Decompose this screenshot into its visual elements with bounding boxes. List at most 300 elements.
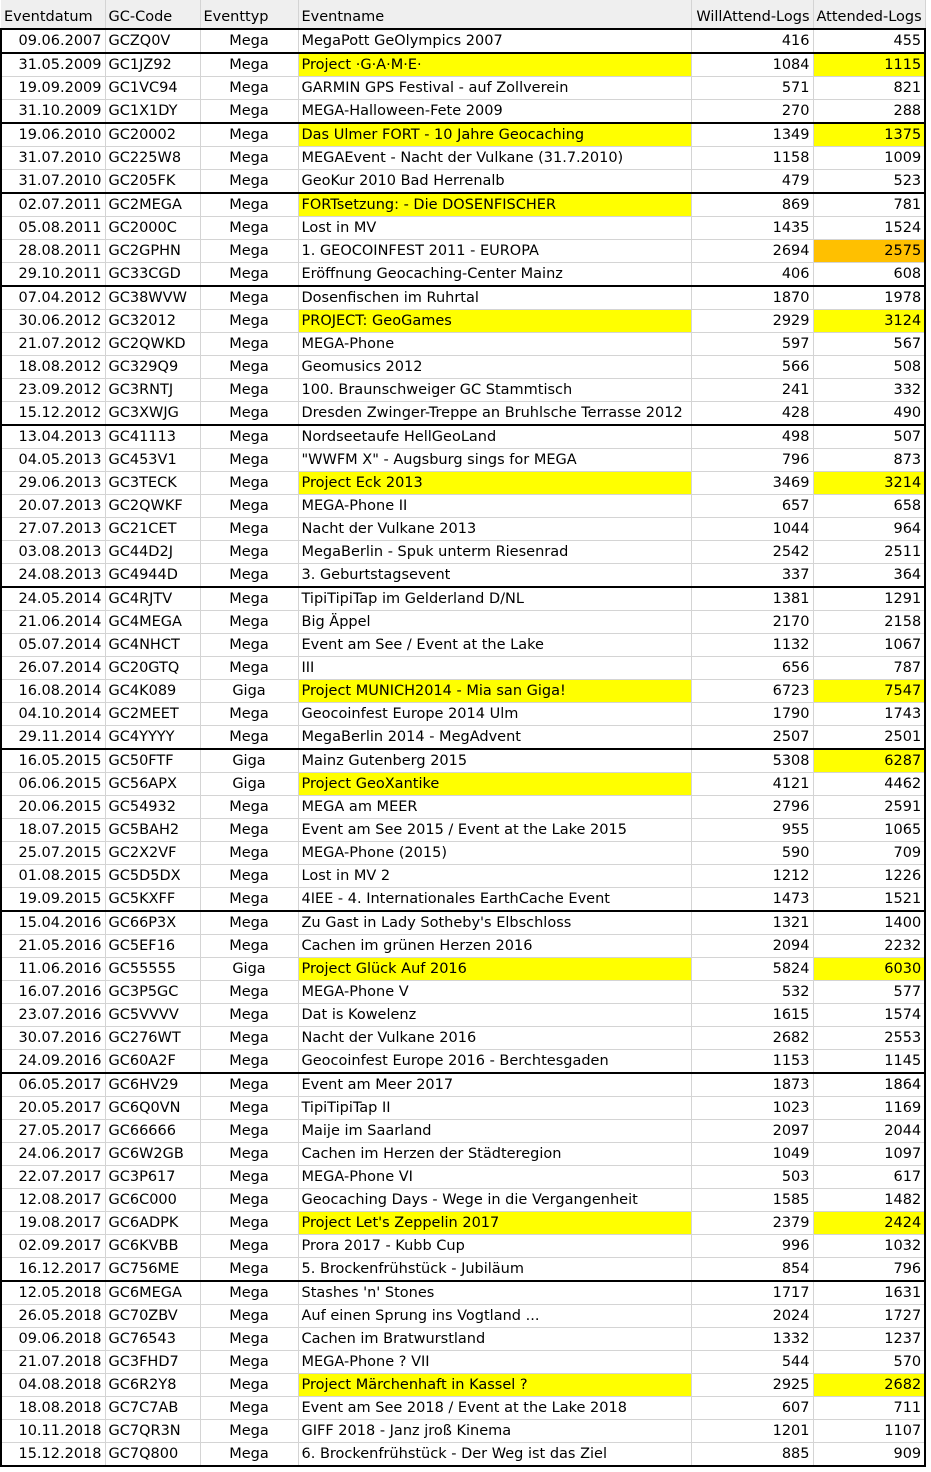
gc-code-cell[interactable]: GC7QR3N	[105, 1420, 200, 1443]
willattend-logs-cell[interactable]: 498	[691, 425, 813, 449]
eventname-cell[interactable]: Prora 2017 - Kubb Cup	[298, 1235, 691, 1258]
willattend-logs-cell[interactable]: 590	[691, 842, 813, 865]
willattend-logs-cell[interactable]: 2170	[691, 611, 813, 634]
eventtyp-cell[interactable]: Mega	[200, 425, 298, 449]
willattend-logs-cell[interactable]: 656	[691, 657, 813, 680]
eventname-cell[interactable]: Event am See / Event at the Lake	[298, 634, 691, 657]
eventname-cell[interactable]: Dat is Kowelenz	[298, 1004, 691, 1027]
willattend-logs-cell[interactable]: 566	[691, 356, 813, 379]
eventdatum-cell[interactable]: 19.06.2010	[1, 123, 105, 147]
eventname-cell[interactable]: TipiTipiTap II	[298, 1097, 691, 1120]
eventdatum-cell[interactable]: 09.06.2018	[1, 1328, 105, 1351]
gc-code-cell[interactable]: GC70ZBV	[105, 1305, 200, 1328]
gc-code-cell[interactable]: GC3XWJG	[105, 402, 200, 426]
eventdatum-cell[interactable]: 28.08.2011	[1, 240, 105, 263]
attended-logs-cell[interactable]: 1574	[813, 1004, 925, 1027]
eventtyp-cell[interactable]: Mega	[200, 379, 298, 402]
attended-logs-cell[interactable]: 787	[813, 657, 925, 680]
attended-logs-cell[interactable]: 1482	[813, 1189, 925, 1212]
eventtyp-cell[interactable]: Mega	[200, 402, 298, 426]
eventtyp-cell[interactable]: Mega	[200, 1235, 298, 1258]
attended-logs-cell[interactable]: 2682	[813, 1374, 925, 1397]
eventdatum-cell[interactable]: 31.07.2010	[1, 147, 105, 170]
willattend-logs-cell[interactable]: 503	[691, 1166, 813, 1189]
attended-logs-cell[interactable]: 288	[813, 100, 925, 124]
gc-code-cell[interactable]: GC76543	[105, 1328, 200, 1351]
eventname-cell[interactable]: MegaBerlin - Spuk unterm Riesenrad	[298, 541, 691, 564]
column-header-willattend-logs[interactable]: WillAttend-Logs	[691, 0, 813, 29]
willattend-logs-cell[interactable]: 955	[691, 819, 813, 842]
willattend-logs-cell[interactable]: 597	[691, 333, 813, 356]
eventtyp-cell[interactable]: Mega	[200, 1143, 298, 1166]
eventtyp-cell[interactable]: Mega	[200, 726, 298, 750]
gc-code-cell[interactable]: GC2000C	[105, 217, 200, 240]
willattend-logs-cell[interactable]: 2796	[691, 796, 813, 819]
gc-code-cell[interactable]: GC50FTF	[105, 749, 200, 773]
willattend-logs-cell[interactable]: 1717	[691, 1281, 813, 1305]
attended-logs-cell[interactable]: 1524	[813, 217, 925, 240]
eventtyp-cell[interactable]: Mega	[200, 123, 298, 147]
gc-code-cell[interactable]: GC6MEGA	[105, 1281, 200, 1305]
eventname-cell[interactable]: "WWFM X" - Augsburg sings for MEGA	[298, 449, 691, 472]
willattend-logs-cell[interactable]: 479	[691, 170, 813, 194]
eventname-cell[interactable]: Geocaching Days - Wege in die Vergangenheit	[298, 1189, 691, 1212]
willattend-logs-cell[interactable]: 854	[691, 1258, 813, 1282]
gc-code-cell[interactable]: GC33CGD	[105, 263, 200, 287]
willattend-logs-cell[interactable]: 1321	[691, 911, 813, 935]
willattend-logs-cell[interactable]: 1381	[691, 587, 813, 611]
attended-logs-cell[interactable]: 2511	[813, 541, 925, 564]
attended-logs-cell[interactable]: 507	[813, 425, 925, 449]
attended-logs-cell[interactable]: 1145	[813, 1050, 925, 1074]
eventname-cell[interactable]: III	[298, 657, 691, 680]
attended-logs-cell[interactable]: 1169	[813, 1097, 925, 1120]
attended-logs-cell[interactable]: 490	[813, 402, 925, 426]
eventdatum-cell[interactable]: 05.07.2014	[1, 634, 105, 657]
attended-logs-cell[interactable]: 570	[813, 1351, 925, 1374]
attended-logs-cell[interactable]: 1521	[813, 888, 925, 912]
eventname-cell[interactable]: Zu Gast in Lady Sotheby's Elbschloss	[298, 911, 691, 935]
gc-code-cell[interactable]: GC4RJTV	[105, 587, 200, 611]
eventname-cell[interactable]: 6. Brockenfrühstück - Der Weg ist das Ziel	[298, 1443, 691, 1467]
eventname-cell[interactable]: Mainz Gutenberg 2015	[298, 749, 691, 773]
gc-code-cell[interactable]: GC1JZ92	[105, 53, 200, 77]
eventdatum-cell[interactable]: 27.05.2017	[1, 1120, 105, 1143]
eventdatum-cell[interactable]: 21.07.2012	[1, 333, 105, 356]
eventdatum-cell[interactable]: 31.05.2009	[1, 53, 105, 77]
gc-code-cell[interactable]: GC38WVW	[105, 286, 200, 310]
eventtyp-cell[interactable]: Giga	[200, 749, 298, 773]
eventdatum-cell[interactable]: 16.05.2015	[1, 749, 105, 773]
eventtyp-cell[interactable]: Mega	[200, 472, 298, 495]
eventdatum-cell[interactable]: 21.06.2014	[1, 611, 105, 634]
eventdatum-cell[interactable]: 12.08.2017	[1, 1189, 105, 1212]
gc-code-cell[interactable]: GC225W8	[105, 147, 200, 170]
eventname-cell[interactable]: GIFF 2018 - Janz jroß Kinema	[298, 1420, 691, 1443]
gc-code-cell[interactable]: GC4NHCT	[105, 634, 200, 657]
gc-code-cell[interactable]: GC2QWKF	[105, 495, 200, 518]
eventtyp-cell[interactable]: Mega	[200, 587, 298, 611]
eventtyp-cell[interactable]: Mega	[200, 77, 298, 100]
eventdatum-cell[interactable]: 30.06.2012	[1, 310, 105, 333]
attended-logs-cell[interactable]: 2424	[813, 1212, 925, 1235]
attended-logs-cell[interactable]: 709	[813, 842, 925, 865]
eventdatum-cell[interactable]: 29.06.2013	[1, 472, 105, 495]
eventdatum-cell[interactable]: 02.07.2011	[1, 193, 105, 217]
willattend-logs-cell[interactable]: 241	[691, 379, 813, 402]
eventdatum-cell[interactable]: 25.07.2015	[1, 842, 105, 865]
willattend-logs-cell[interactable]: 1332	[691, 1328, 813, 1351]
attended-logs-cell[interactable]: 873	[813, 449, 925, 472]
gc-code-cell[interactable]: GC4YYYY	[105, 726, 200, 750]
eventname-cell[interactable]: Auf einen Sprung ins Vogtland ...	[298, 1305, 691, 1328]
attended-logs-cell[interactable]: 3124	[813, 310, 925, 333]
eventname-cell[interactable]: MEGA-Phone II	[298, 495, 691, 518]
attended-logs-cell[interactable]: 821	[813, 77, 925, 100]
eventtyp-cell[interactable]: Mega	[200, 842, 298, 865]
eventname-cell[interactable]: GARMIN GPS Festival - auf Zollverein	[298, 77, 691, 100]
eventdatum-cell[interactable]: 15.12.2012	[1, 402, 105, 426]
willattend-logs-cell[interactable]: 796	[691, 449, 813, 472]
attended-logs-cell[interactable]: 1226	[813, 865, 925, 888]
attended-logs-cell[interactable]: 1107	[813, 1420, 925, 1443]
eventdatum-cell[interactable]: 24.08.2013	[1, 564, 105, 588]
willattend-logs-cell[interactable]: 2929	[691, 310, 813, 333]
attended-logs-cell[interactable]: 1978	[813, 286, 925, 310]
eventtyp-cell[interactable]: Mega	[200, 29, 298, 53]
attended-logs-cell[interactable]: 1115	[813, 53, 925, 77]
eventtyp-cell[interactable]: Giga	[200, 773, 298, 796]
attended-logs-cell[interactable]: 781	[813, 193, 925, 217]
gc-code-cell[interactable]: GC44D2J	[105, 541, 200, 564]
willattend-logs-cell[interactable]: 1023	[691, 1097, 813, 1120]
eventname-cell[interactable]: Project GeoXantike	[298, 773, 691, 796]
willattend-logs-cell[interactable]: 1158	[691, 147, 813, 170]
willattend-logs-cell[interactable]: 1790	[691, 703, 813, 726]
attended-logs-cell[interactable]: 964	[813, 518, 925, 541]
willattend-logs-cell[interactable]: 1084	[691, 53, 813, 77]
eventtyp-cell[interactable]: Giga	[200, 680, 298, 703]
attended-logs-cell[interactable]: 523	[813, 170, 925, 194]
eventtyp-cell[interactable]: Mega	[200, 1120, 298, 1143]
eventname-cell[interactable]: Cachen im Herzen der Städteregion	[298, 1143, 691, 1166]
eventdatum-cell[interactable]: 18.08.2018	[1, 1397, 105, 1420]
eventtyp-cell[interactable]: Mega	[200, 703, 298, 726]
eventname-cell[interactable]: TipiTipiTap im Gelderland D/NL	[298, 587, 691, 611]
column-header-eventtyp[interactable]: Eventtyp	[200, 0, 298, 29]
column-header-eventdatum[interactable]: Eventdatum	[1, 0, 105, 29]
gc-code-cell[interactable]: GC41113	[105, 425, 200, 449]
gc-code-cell[interactable]: GC5VVVV	[105, 1004, 200, 1027]
gc-code-cell[interactable]: GC453V1	[105, 449, 200, 472]
eventname-cell[interactable]: MegaBerlin 2014 - MegAdvent	[298, 726, 691, 750]
eventtyp-cell[interactable]: Mega	[200, 1328, 298, 1351]
attended-logs-cell[interactable]: 658	[813, 495, 925, 518]
gc-code-cell[interactable]: GC5D5DX	[105, 865, 200, 888]
eventtyp-cell[interactable]: Mega	[200, 263, 298, 287]
eventdatum-cell[interactable]: 22.07.2017	[1, 1166, 105, 1189]
willattend-logs-cell[interactable]: 607	[691, 1397, 813, 1420]
eventtyp-cell[interactable]: Mega	[200, 888, 298, 912]
eventdatum-cell[interactable]: 31.10.2009	[1, 100, 105, 124]
eventname-cell[interactable]: Nordseetaufe HellGeoLand	[298, 425, 691, 449]
column-header-gc-code[interactable]: GC-Code	[105, 0, 200, 29]
gc-code-cell[interactable]: GC6W2GB	[105, 1143, 200, 1166]
eventname-cell[interactable]: MEGA-Phone V	[298, 981, 691, 1004]
willattend-logs-cell[interactable]: 1212	[691, 865, 813, 888]
gc-code-cell[interactable]: GC21CET	[105, 518, 200, 541]
eventdatum-cell[interactable]: 12.05.2018	[1, 1281, 105, 1305]
eventdatum-cell[interactable]: 21.07.2018	[1, 1351, 105, 1374]
willattend-logs-cell[interactable]: 1044	[691, 518, 813, 541]
gc-code-cell[interactable]: GC56APX	[105, 773, 200, 796]
eventname-cell[interactable]: MEGA-Phone (2015)	[298, 842, 691, 865]
attended-logs-cell[interactable]: 1067	[813, 634, 925, 657]
gc-code-cell[interactable]: GC6Q0VN	[105, 1097, 200, 1120]
willattend-logs-cell[interactable]: 532	[691, 981, 813, 1004]
gc-code-cell[interactable]: GC6R2Y8	[105, 1374, 200, 1397]
attended-logs-cell[interactable]: 455	[813, 29, 925, 53]
willattend-logs-cell[interactable]: 1473	[691, 888, 813, 912]
attended-logs-cell[interactable]: 1864	[813, 1073, 925, 1097]
eventdatum-cell[interactable]: 04.10.2014	[1, 703, 105, 726]
column-header-attended-logs[interactable]: Attended-Logs	[813, 0, 925, 29]
attended-logs-cell[interactable]: 796	[813, 1258, 925, 1282]
willattend-logs-cell[interactable]: 337	[691, 564, 813, 588]
eventdatum-cell[interactable]: 16.12.2017	[1, 1258, 105, 1282]
eventtyp-cell[interactable]: Mega	[200, 564, 298, 588]
eventtyp-cell[interactable]: Mega	[200, 1097, 298, 1120]
eventdatum-cell[interactable]: 24.06.2017	[1, 1143, 105, 1166]
eventdatum-cell[interactable]: 20.07.2013	[1, 495, 105, 518]
eventname-cell[interactable]: MEGA-Phone ? VII	[298, 1351, 691, 1374]
eventdatum-cell[interactable]: 15.12.2018	[1, 1443, 105, 1467]
attended-logs-cell[interactable]: 2501	[813, 726, 925, 750]
gc-code-cell[interactable]: GC4K089	[105, 680, 200, 703]
eventname-cell[interactable]: FORTsetzung: - Die DOSENFISCHER	[298, 193, 691, 217]
eventname-cell[interactable]: Lost in MV 2	[298, 865, 691, 888]
eventdatum-cell[interactable]: 29.11.2014	[1, 726, 105, 750]
gc-code-cell[interactable]: GC3FHD7	[105, 1351, 200, 1374]
eventdatum-cell[interactable]: 23.07.2016	[1, 1004, 105, 1027]
willattend-logs-cell[interactable]: 2542	[691, 541, 813, 564]
gc-code-cell[interactable]: GC54932	[105, 796, 200, 819]
eventtyp-cell[interactable]: Mega	[200, 981, 298, 1004]
attended-logs-cell[interactable]: 711	[813, 1397, 925, 1420]
attended-logs-cell[interactable]: 2553	[813, 1027, 925, 1050]
gc-code-cell[interactable]: GC2GPHN	[105, 240, 200, 263]
eventdatum-cell[interactable]: 15.04.2016	[1, 911, 105, 935]
willattend-logs-cell[interactable]: 1349	[691, 123, 813, 147]
eventdatum-cell[interactable]: 24.09.2016	[1, 1050, 105, 1074]
willattend-logs-cell[interactable]: 270	[691, 100, 813, 124]
gc-code-cell[interactable]: GC756ME	[105, 1258, 200, 1282]
willattend-logs-cell[interactable]: 2507	[691, 726, 813, 750]
eventdatum-cell[interactable]: 26.05.2018	[1, 1305, 105, 1328]
gc-code-cell[interactable]: GC4MEGA	[105, 611, 200, 634]
eventname-cell[interactable]: MegaPott GeOlympics 2007	[298, 29, 691, 53]
eventname-cell[interactable]: Nacht der Vulkane 2013	[298, 518, 691, 541]
eventname-cell[interactable]: Dosenfischen im Ruhrtal	[298, 286, 691, 310]
eventtyp-cell[interactable]: Mega	[200, 1258, 298, 1282]
willattend-logs-cell[interactable]: 544	[691, 1351, 813, 1374]
gc-code-cell[interactable]: GC6C000	[105, 1189, 200, 1212]
willattend-logs-cell[interactable]: 416	[691, 29, 813, 53]
gc-code-cell[interactable]: GC6KVBB	[105, 1235, 200, 1258]
eventdatum-cell[interactable]: 03.08.2013	[1, 541, 105, 564]
willattend-logs-cell[interactable]: 2024	[691, 1305, 813, 1328]
eventtyp-cell[interactable]: Mega	[200, 1351, 298, 1374]
eventname-cell[interactable]: Project Märchenhaft in Kassel ?	[298, 1374, 691, 1397]
willattend-logs-cell[interactable]: 996	[691, 1235, 813, 1258]
eventtyp-cell[interactable]: Mega	[200, 819, 298, 842]
eventtyp-cell[interactable]: Mega	[200, 911, 298, 935]
gc-code-cell[interactable]: GC276WT	[105, 1027, 200, 1050]
eventtyp-cell[interactable]: Mega	[200, 935, 298, 958]
attended-logs-cell[interactable]: 577	[813, 981, 925, 1004]
eventname-cell[interactable]: 5. Brockenfrühstück - Jubiläum	[298, 1258, 691, 1282]
eventname-cell[interactable]: Geocoinfest Europe 2014 Ulm	[298, 703, 691, 726]
gc-code-cell[interactable]: GC3P5GC	[105, 981, 200, 1004]
gc-code-cell[interactable]: GC20002	[105, 123, 200, 147]
eventtyp-cell[interactable]: Mega	[200, 796, 298, 819]
willattend-logs-cell[interactable]: 869	[691, 193, 813, 217]
willattend-logs-cell[interactable]: 1049	[691, 1143, 813, 1166]
willattend-logs-cell[interactable]: 1132	[691, 634, 813, 657]
attended-logs-cell[interactable]: 2575	[813, 240, 925, 263]
willattend-logs-cell[interactable]: 2694	[691, 240, 813, 263]
willattend-logs-cell[interactable]: 1585	[691, 1189, 813, 1212]
gc-code-cell[interactable]: GC20GTQ	[105, 657, 200, 680]
attended-logs-cell[interactable]: 6287	[813, 749, 925, 773]
eventname-cell[interactable]: Dresden Zwinger-Treppe an Bruhlsche Terrasse 2012	[298, 402, 691, 426]
willattend-logs-cell[interactable]: 2097	[691, 1120, 813, 1143]
gc-code-cell[interactable]: GC5EF16	[105, 935, 200, 958]
attended-logs-cell[interactable]: 508	[813, 356, 925, 379]
willattend-logs-cell[interactable]: 885	[691, 1443, 813, 1467]
willattend-logs-cell[interactable]: 2094	[691, 935, 813, 958]
eventtyp-cell[interactable]: Mega	[200, 53, 298, 77]
eventdatum-cell[interactable]: 16.08.2014	[1, 680, 105, 703]
eventtyp-cell[interactable]: Mega	[200, 170, 298, 194]
eventdatum-cell[interactable]: 11.06.2016	[1, 958, 105, 981]
eventname-cell[interactable]: MEGAEvent - Nacht der Vulkane (31.7.2010)	[298, 147, 691, 170]
eventtyp-cell[interactable]: Mega	[200, 217, 298, 240]
attended-logs-cell[interactable]: 1291	[813, 587, 925, 611]
eventname-cell[interactable]: Project ·G·A·M·E·	[298, 53, 691, 77]
eventtyp-cell[interactable]: Mega	[200, 1374, 298, 1397]
attended-logs-cell[interactable]: 2044	[813, 1120, 925, 1143]
eventname-cell[interactable]: MEGA-Phone	[298, 333, 691, 356]
eventtyp-cell[interactable]: Mega	[200, 449, 298, 472]
gc-code-cell[interactable]: GC5KXFF	[105, 888, 200, 912]
eventdatum-cell[interactable]: 18.08.2012	[1, 356, 105, 379]
eventtyp-cell[interactable]: Mega	[200, 100, 298, 124]
column-header-eventname[interactable]: Eventname	[298, 0, 691, 29]
gc-code-cell[interactable]: GC5BAH2	[105, 819, 200, 842]
eventdatum-cell[interactable]: 19.09.2015	[1, 888, 105, 912]
eventdatum-cell[interactable]: 20.05.2017	[1, 1097, 105, 1120]
eventdatum-cell[interactable]: 06.06.2015	[1, 773, 105, 796]
eventname-cell[interactable]: Project Eck 2013	[298, 472, 691, 495]
eventtyp-cell[interactable]: Mega	[200, 1281, 298, 1305]
eventdatum-cell[interactable]: 21.05.2016	[1, 935, 105, 958]
eventname-cell[interactable]: Project Glück Auf 2016	[298, 958, 691, 981]
gc-code-cell[interactable]: GC32012	[105, 310, 200, 333]
gc-code-cell[interactable]: GC2X2VF	[105, 842, 200, 865]
eventtyp-cell[interactable]: Mega	[200, 1189, 298, 1212]
eventname-cell[interactable]: MEGA-Halloween-Fete 2009	[298, 100, 691, 124]
eventtyp-cell[interactable]: Mega	[200, 356, 298, 379]
attended-logs-cell[interactable]: 1375	[813, 123, 925, 147]
eventname-cell[interactable]: 1. GEOCOINFEST 2011 - EUROPA	[298, 240, 691, 263]
attended-logs-cell[interactable]: 617	[813, 1166, 925, 1189]
eventtyp-cell[interactable]: Mega	[200, 310, 298, 333]
eventname-cell[interactable]: Cachen im grünen Herzen 2016	[298, 935, 691, 958]
eventdatum-cell[interactable]: 06.05.2017	[1, 1073, 105, 1097]
gc-code-cell[interactable]: GC66P3X	[105, 911, 200, 935]
willattend-logs-cell[interactable]: 1435	[691, 217, 813, 240]
eventname-cell[interactable]: 3. Geburtstagsevent	[298, 564, 691, 588]
willattend-logs-cell[interactable]: 1873	[691, 1073, 813, 1097]
willattend-logs-cell[interactable]: 5824	[691, 958, 813, 981]
attended-logs-cell[interactable]: 1743	[813, 703, 925, 726]
willattend-logs-cell[interactable]: 1201	[691, 1420, 813, 1443]
willattend-logs-cell[interactable]: 571	[691, 77, 813, 100]
eventtyp-cell[interactable]: Mega	[200, 541, 298, 564]
willattend-logs-cell[interactable]: 2379	[691, 1212, 813, 1235]
eventtyp-cell[interactable]: Mega	[200, 611, 298, 634]
gc-code-cell[interactable]: GC329Q9	[105, 356, 200, 379]
willattend-logs-cell[interactable]: 1615	[691, 1004, 813, 1027]
attended-logs-cell[interactable]: 1631	[813, 1281, 925, 1305]
eventname-cell[interactable]: Cachen im Bratwurstland	[298, 1328, 691, 1351]
eventdatum-cell[interactable]: 31.07.2010	[1, 170, 105, 194]
eventname-cell[interactable]: 100. Braunschweiger GC Stammtisch	[298, 379, 691, 402]
gc-code-cell[interactable]: GC4944D	[105, 564, 200, 588]
gc-code-cell[interactable]: GC7Q800	[105, 1443, 200, 1467]
eventtyp-cell[interactable]: Mega	[200, 240, 298, 263]
gc-code-cell[interactable]: GC66666	[105, 1120, 200, 1143]
eventtyp-cell[interactable]: Mega	[200, 1166, 298, 1189]
eventtyp-cell[interactable]: Mega	[200, 1212, 298, 1235]
eventtyp-cell[interactable]: Mega	[200, 333, 298, 356]
eventname-cell[interactable]: PROJECT: GeoGames	[298, 310, 691, 333]
attended-logs-cell[interactable]: 1097	[813, 1143, 925, 1166]
eventname-cell[interactable]: Event am Meer 2017	[298, 1073, 691, 1097]
attended-logs-cell[interactable]: 2232	[813, 935, 925, 958]
eventdatum-cell[interactable]: 01.08.2015	[1, 865, 105, 888]
attended-logs-cell[interactable]: 7547	[813, 680, 925, 703]
eventname-cell[interactable]: Nacht der Vulkane 2016	[298, 1027, 691, 1050]
attended-logs-cell[interactable]: 2591	[813, 796, 925, 819]
eventtyp-cell[interactable]: Mega	[200, 1397, 298, 1420]
eventname-cell[interactable]: Geocoinfest Europe 2016 - Berchtesgaden	[298, 1050, 691, 1074]
eventdatum-cell[interactable]: 30.07.2016	[1, 1027, 105, 1050]
eventtyp-cell[interactable]: Mega	[200, 1050, 298, 1074]
eventdatum-cell[interactable]: 27.07.2013	[1, 518, 105, 541]
eventtyp-cell[interactable]: Mega	[200, 1305, 298, 1328]
attended-logs-cell[interactable]: 2158	[813, 611, 925, 634]
willattend-logs-cell[interactable]: 6723	[691, 680, 813, 703]
gc-code-cell[interactable]: GC3TECK	[105, 472, 200, 495]
gc-code-cell[interactable]: GC2MEET	[105, 703, 200, 726]
eventname-cell[interactable]: Geomusics 2012	[298, 356, 691, 379]
eventtyp-cell[interactable]: Mega	[200, 634, 298, 657]
eventtyp-cell[interactable]: Mega	[200, 1443, 298, 1467]
attended-logs-cell[interactable]: 332	[813, 379, 925, 402]
willattend-logs-cell[interactable]: 2682	[691, 1027, 813, 1050]
